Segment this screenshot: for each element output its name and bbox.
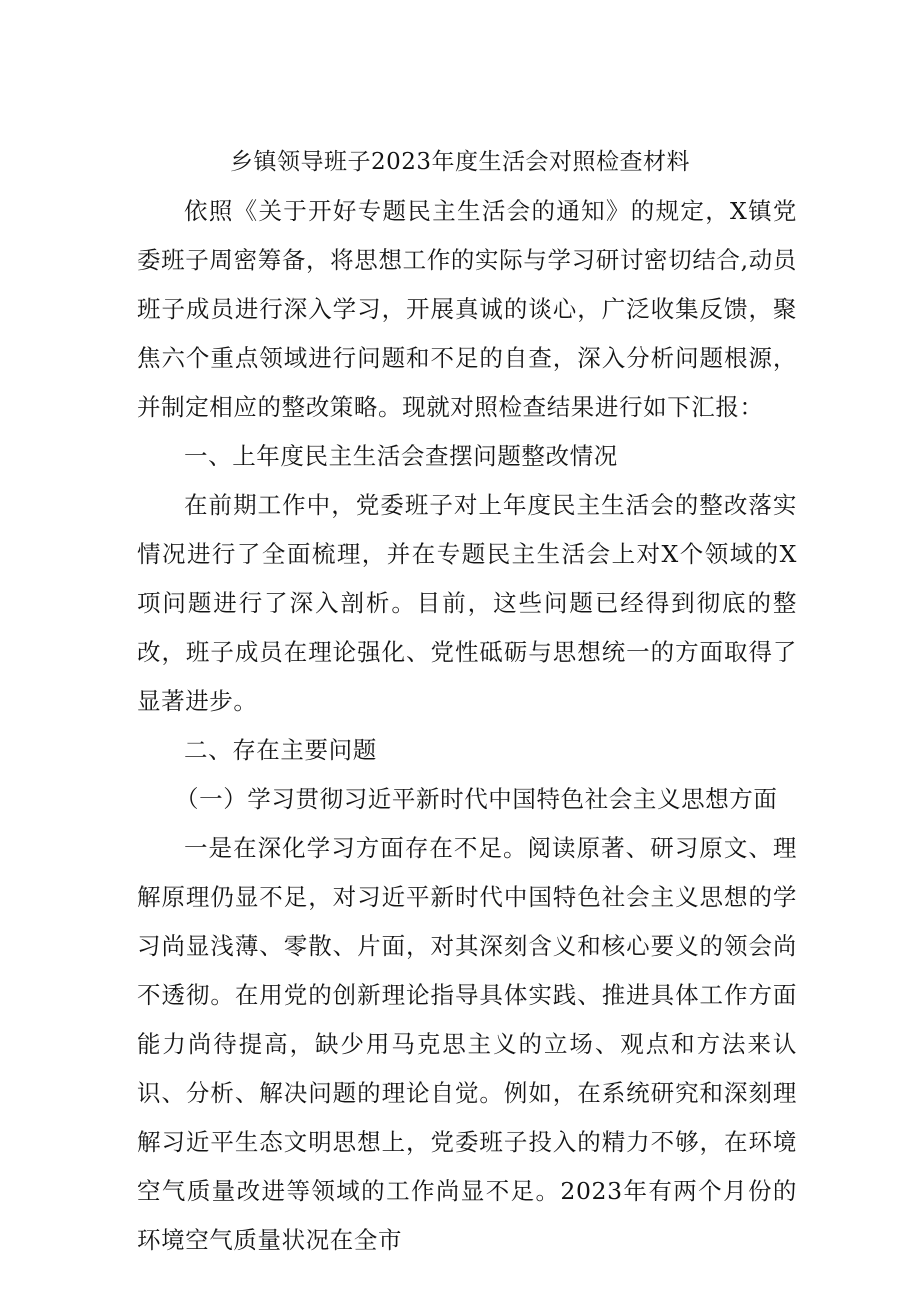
section-1-heading: 一、上年度民主生活会查摆问题整改情况: [184, 442, 618, 470]
section-2-heading: 二、存在主要问题: [184, 736, 377, 764]
section-1-paragraph: 在前期工作中，党委班子对上年度民主生活会的整改落实情况进行了全面梳理，并在专题民主生活会上对X个领域的X项问题进行了深入剖析。目前，这些问题已经得到彻底的整改，班子成员在理论强化、党性砥砺与思想统一的方面取得了显著进步。: [137, 491, 797, 715]
document-body: [137, 187, 797, 1265]
intro-paragraph: 依照《关于开好专题民主生活会的通知》的规定，X镇党委班子周密筹备，将思想工作的实际与学习研讨密切结合,动员班子成员进行深入学习，开展真诚的谈心，广泛收集反馈，聚焦六个重点领域进行问题和不足的自查，深入分析问题根源，并制定相应的整改策略。现就对照检查结果进行如下汇报：: [137, 197, 797, 421]
subsection-1-heading: （一）学习贯彻习近平新时代中国特色社会主义思想方面: [175, 785, 778, 813]
subsection-1-paragraph: 一是在深化学习方面存在不足。阅读原著、研习原文、理解原理仍显不足，对习近平新时代中国特色社会主义思想的学习尚显浅薄、零散、片面，对其深刻含义和核心要义的领会尚不透彻。在用党的创新理论指导具体实践、推进具体工作方面能力尚待提高，缺少用马克思主义的立场、观点和方法来认识、分析、解决问题的理论自觉。例如，在系统研究和深刻理解习近平生态文明思想上，党委班子投入的精力不够，在环境空气质量改进等领域的工作尚显不足。2023年有两个月份的环境空气质量状况在全市: [137, 834, 797, 1254]
document-title: 乡镇领导班子2023年度生活会对照检查材料: [229, 149, 691, 175]
